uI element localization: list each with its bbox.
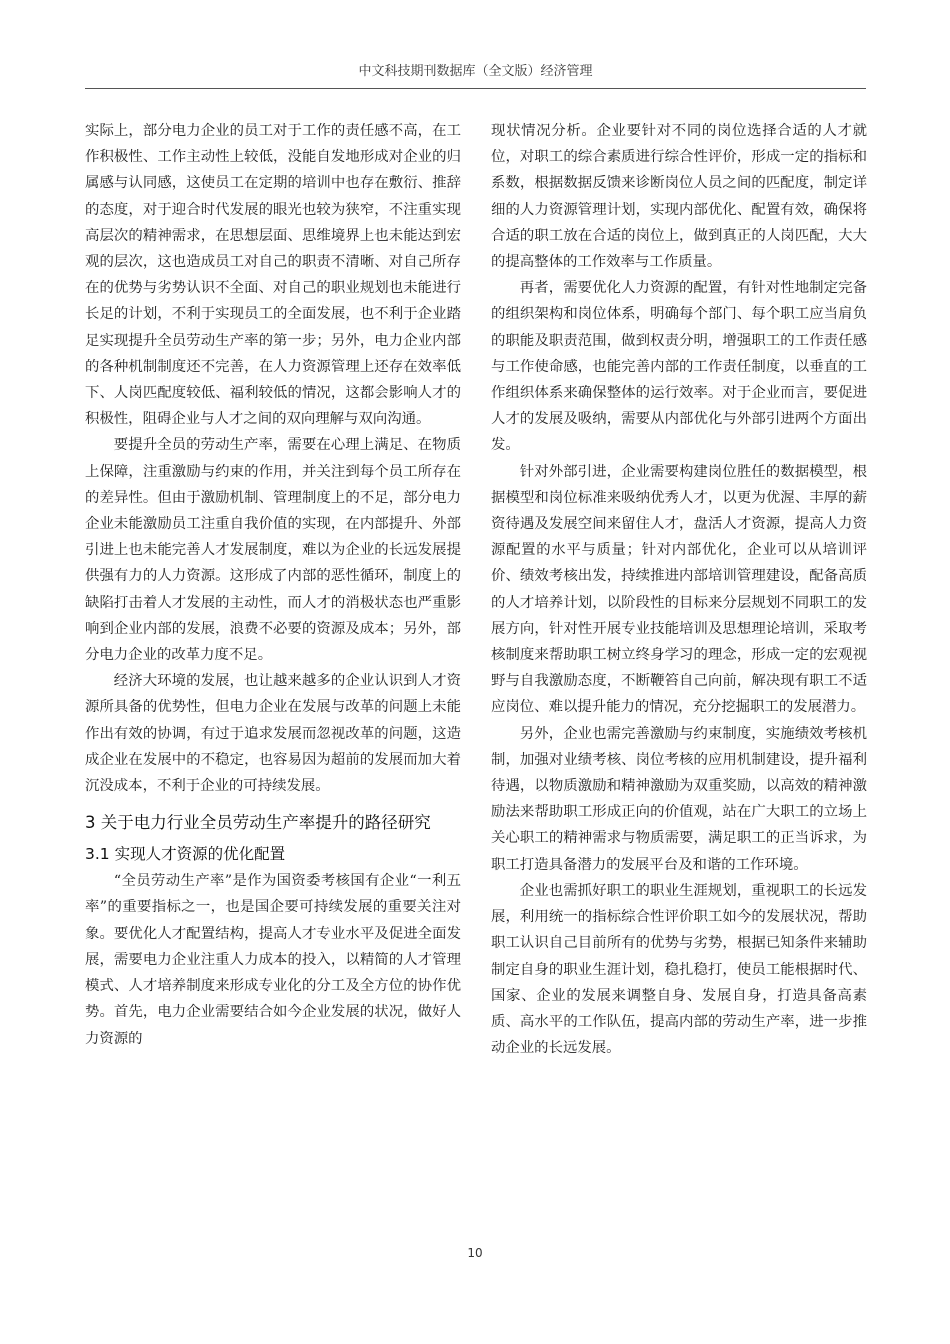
paragraph: 实际上，部分电力企业的员工对于工作的责任感不高，在工作积极性、工作主动性上较低，没能自发地形成对企业的归属感与认同感，这使员工在定期的培训中也存在敷衍、推辞的态度，对于迎合时代发展的眼光也较为狭窄，不注重实现高层次的精神需求，在思想层面、思维境界上也未能达到宏观的层次，这也造成员工对自己的职责不清晰、对自己所存在的优势与劣势认识不全面、对自己的职业规划也未能进行长足的计划，不利于实现员工的全面发展，也不利于企业踏足实现提升全员劳动生产率的第一步；另外，电力企业内部的各种机制制度还不完善，在人力资源管理上还存在效率低下、人岗匹配度较低、福利较低的情况，这都会影响人才的积极性，阻碍企业与人才之间的双向理解与双向沟通。 bbox=[85, 123, 461, 428]
paragraph: 现状情况分析。企业要针对不同的岗位选择合适的人才就位，对职工的综合素质进行综合性评价，形成一定的指标和系数，根据数据反馈来诊断岗位人员之间的匹配度，制定详细的人力资源管理计划，实现内部优化、配置有效，确保将合适的职工放在合适的岗位上，做到真正的人岗匹配，大大的提高整体的工作效率与工作质量。 bbox=[491, 123, 867, 271]
running-header: 中文科技期刊数据库（全文版）经济管理 bbox=[358, 64, 593, 79]
left-column bbox=[85, 118, 461, 1052]
paragraph: 再者，需要优化人力资源的配置，有针对性地制定完备的组织架构和岗位体系，明确每个部门、每个职工应当肩负的职能及职责范围，做到权责分明，增强职工的工作责任感与工作使命感，也能完善内部的工作责任制度，以垂直的工作组织体系来确保整体的运行效率。对于企业而言，要促进人才的发展及吸纳，需要从内部优化与外部引进两个方面出发。 bbox=[491, 280, 867, 454]
right-column bbox=[491, 118, 867, 1061]
subsection-heading: 3.1 实现人才资源的优化配置 bbox=[85, 845, 286, 864]
paragraph: 另外，企业也需完善激励与约束制度，实施绩效考核机制，加强对业绩考核、岗位考核的应用机制建设，提升福利待遇，以物质激励和精神激励为双重奖励，以高效的精神激励法来帮助职工形成正向的价值观，站在广大职工的立场上关心职工的精神需求与物质需要，满足职工的正当诉求，为职工打造具备潜力的发展平台及和谐的工作环境。 bbox=[491, 725, 867, 873]
paragraph: 经济大环境的发展，也让越来越多的企业认识到人才资源所具备的优势性，但电力企业在发展与改革的问题上未能作出有效的协调，有过于追求发展而忽视改革的问题，这造成企业在发展中的不稳定，也容易因为超前的发展而加大着沉没成本，不利于企业的可持续发展。 bbox=[85, 673, 461, 795]
paragraph: “全员劳动生产率”是作为国资委考核国有企业“一利五率”的重要指标之一，也是国企要可持续发展的重要关注对象。要优化人才配置结构，提高人才专业水平及促进全面发展，需要电力企业注重人力成本的投入，以精简的人才管理模式、人才培养制度来形成专业化的分工及全方位的协作优势。首先，电力企业需要结合如今企业发展的状况，做好人力资源的 bbox=[85, 873, 461, 1047]
paragraph: 企业也需抓好职工的职业生涯规划，重视职工的长远发展，利用统一的指标综合性评价职工如今的发展状况，帮助职工认识自己目前所有的优势与劣势，根据已知条件来辅助制定自身的职业生涯计划，稳扎稳打，使员工能根据时代、国家、企业的发展来调整自身、发展自身，打造具备高素质、高水平的工作队伍，提高内部的劳动生产率，进一步推动企业的长远发展。 bbox=[491, 882, 867, 1057]
header-rule bbox=[85, 88, 866, 89]
paragraph: 要提升全员的劳动生产率，需要在心理上满足、在物质上保障，注重激励与约束的作用，并关注到每个员工所存在的差异性。但由于激励机制、管理制度上的不足，部分电力企业未能激励员工注重自我价值的实现，在内部提升、外部引进上也未能完善人才发展制度，难以为企业的长远发展提供强有力的人力资源。这形成了内部的恶性循环，制度上的缺陷打击着人才发展的主动性，而人才的消极状态也严重影响到企业内部的发展，浪费不必要的资源及成本；另外，部分电力企业的改革力度不足。 bbox=[85, 437, 461, 664]
paragraph: 针对外部引进，企业需要构建岗位胜任的数据模型，根据模型和岗位标准来吸纳优秀人才，以更为优渥、丰厚的薪资待遇及发展空间来留住人才，盘活人才资源，提高人力资源配置的水平与质量；针对内部优化，企业可以从培训评价、绩效考核出发，持续推进内部培训管理建设，配备高质的人才培养计划，以阶段性的目标来分层规划不同职工的发展方向，针对性开展专业技能培训及思想理论培训，采取考核制度来帮助职工树立终身学习的理念，形成一定的宏观视野与自我激励态度，不断鞭笞自己向前，解决现有职工不适应岗位、难以提升能力的情况，充分挖掘职工的发展潜力。 bbox=[491, 463, 867, 716]
section-heading: 3 关于电力行业全员劳动生产率提升的路径研究 bbox=[85, 813, 431, 833]
page-number: 10 bbox=[467, 1246, 483, 1260]
